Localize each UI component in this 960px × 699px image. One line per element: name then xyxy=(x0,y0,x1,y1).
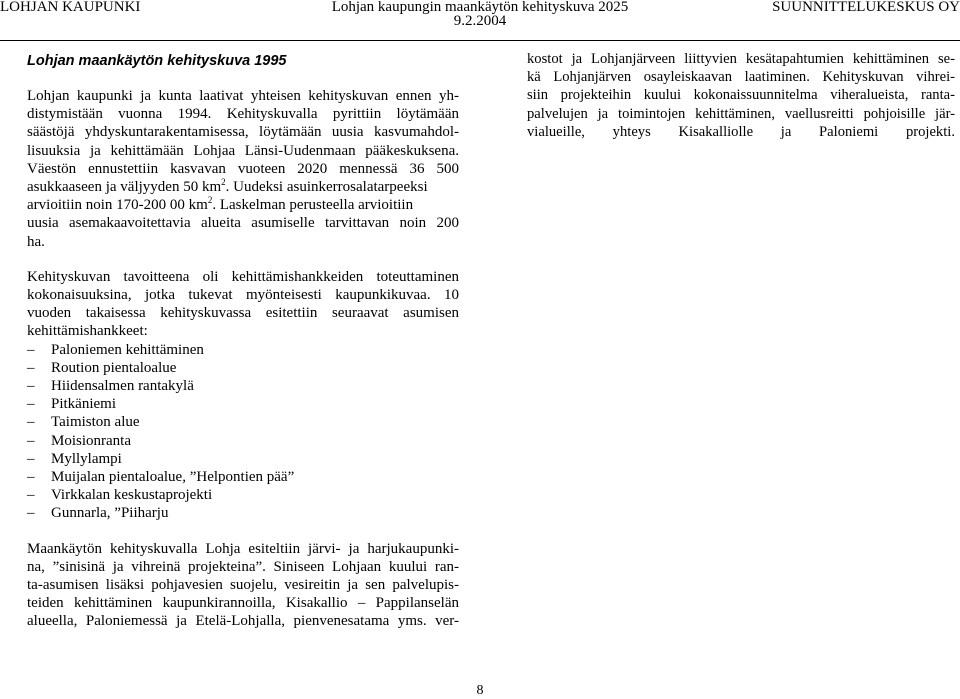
dash-bullet: – xyxy=(27,469,35,486)
paragraph-1 xyxy=(27,87,459,251)
dash-bullet: – xyxy=(27,378,35,395)
list-item xyxy=(27,341,459,359)
list-item xyxy=(27,504,459,522)
list-item xyxy=(27,468,459,486)
text-line: distymistään vuonna 1994. Kehityskuvalla pyrittiin löytämään xyxy=(27,106,459,123)
dash-bullet: – xyxy=(27,359,35,376)
list-item-text: Virkkalan keskustaprojekti xyxy=(51,487,213,504)
dash-bullet: – xyxy=(27,414,35,431)
text-line: Lohjan kaupunki ja kunta laativat yhteisen kehityskuvan ennen yh- xyxy=(27,88,459,104)
list-item-text: Myllylampi xyxy=(51,450,122,467)
project-list xyxy=(27,341,459,523)
text-line xyxy=(27,178,459,196)
text-line: Maankäytön kehityskuvalla Lohja esiteltiin järvi- ja harjukaupunki- xyxy=(27,540,459,557)
list-item-text: Hiidensalmen rantakylä xyxy=(51,378,194,395)
paragraph-3 xyxy=(27,540,459,631)
text-line: lisuuksia ja kehittämään Lohjaa Länsi-Uudenmaan pääkeskuksena. xyxy=(27,142,459,159)
text-segment: asukkaaseen ja väljyyden 50 km xyxy=(27,179,222,196)
dash-bullet: – xyxy=(27,450,35,467)
list-item-text: Moisionranta xyxy=(51,432,131,449)
right-column xyxy=(527,50,955,141)
text-line: vuoden takaisessa kehityskuvassa esitettiin seuraavat asumisen xyxy=(27,305,459,322)
text-segment: . Laskelman perusteella arvioitiin xyxy=(212,197,414,214)
text-line: kostot ja Lohjanjärveen liittyvien kesätapahtumien kehittäminen se- xyxy=(527,51,955,67)
text-line: teiden kehittäminen kaupunkirannoilla, Kisakallio – Pappilanselän xyxy=(27,595,459,612)
text-segment: . Uudeksi asuinkerrosalatarpeeksi xyxy=(225,179,428,196)
text-segment: arvioitiin noin 170-200 00 km xyxy=(27,197,208,214)
list-item-text: Roution pientaloalue xyxy=(51,359,177,376)
list-item xyxy=(27,377,459,395)
header-organization: LOHJAN KAUPUNKI xyxy=(0,0,141,15)
list-item-text: Taimiston alue xyxy=(51,414,140,431)
text-line: kä Lohjanjärven osayleiskaavan laatiminen. Kehityskuvan vihrei- xyxy=(527,69,955,86)
header-author: SUUNNITTELUKESKUS OY xyxy=(772,0,960,15)
page-header xyxy=(0,0,960,41)
list-item-text: Gunnarla, ”Piiharju xyxy=(51,505,169,522)
section-heading: Lohjan maankäytön kehityskuva 1995 xyxy=(27,53,287,69)
list-item-text: Muijalan pientaloalue, ”Helpontien pää” xyxy=(51,469,295,486)
list-item xyxy=(27,359,459,377)
text-line: säästöjä yhdyskuntarakentamisessa, löytämään uusia kasvumahdol- xyxy=(27,124,459,141)
text-line: siin projekteihin kuului kokonaissuunnitelma viheralueista, ranta- xyxy=(527,87,955,104)
text-line: palvelujen ja toimintojen kehittäminen, vaellusreitti pohjoisille jär- xyxy=(527,105,955,122)
dash-bullet: – xyxy=(27,505,35,522)
page-number: 8 xyxy=(476,683,484,698)
text-line: uusia asemakaavoitettavia alueita asumiselle tarvittavan noin 200 xyxy=(27,215,459,232)
dash-bullet: – xyxy=(27,487,35,504)
header-date: 9.2.2004 xyxy=(453,13,507,29)
list-item xyxy=(27,413,459,431)
paragraph-continuation xyxy=(527,50,955,141)
dash-bullet: – xyxy=(27,396,35,413)
superscript: 2 xyxy=(221,177,226,188)
list-item xyxy=(27,432,459,450)
superscript: 2 xyxy=(207,195,213,206)
list-item xyxy=(27,395,459,413)
dash-bullet: – xyxy=(27,341,35,358)
list-item-text: Pitkäniemi xyxy=(51,396,116,413)
text-line: alueella, Paloniemessä ja Etelä-Lohjalla, pienvenesatama yms. ver- xyxy=(27,613,459,630)
header-document-title: Lohjan kaupungin maankäytön kehityskuva 2025 xyxy=(331,0,629,15)
text-line: Väestön ennustettiin kasvavan vuoteen 2020 mennessä 36 500 xyxy=(27,160,459,177)
text-line xyxy=(27,196,459,214)
paragraph-2 xyxy=(27,268,459,341)
text-line: Kehityskuvan tavoitteena oli kehittämishankkeiden toteuttaminen xyxy=(27,268,459,285)
dash-bullet: – xyxy=(27,432,35,449)
text-line: na, ”sinisinä ja vihreinä projekteina”. Siniseen Lohjaan kuului ran- xyxy=(27,558,459,575)
text-line: vialueille, yhteys Kisakalliolle ja Paloniemi projekti. xyxy=(527,123,955,140)
list-item xyxy=(27,486,459,504)
text-line: ha. xyxy=(27,233,45,250)
list-item-text: Paloniemen kehittäminen xyxy=(51,341,204,358)
list-item xyxy=(27,450,459,468)
text-line: kehittämishankkeet: xyxy=(27,323,148,340)
text-line: ta-asumisen lisäksi pohjavesien suojelu, vesireitin ja sen palvelupis- xyxy=(27,577,459,594)
left-column xyxy=(27,52,459,631)
text-line: kokonaisuuksina, jotka tukevat myönteisesti kaupunkikuvaa. 10 xyxy=(27,287,459,304)
